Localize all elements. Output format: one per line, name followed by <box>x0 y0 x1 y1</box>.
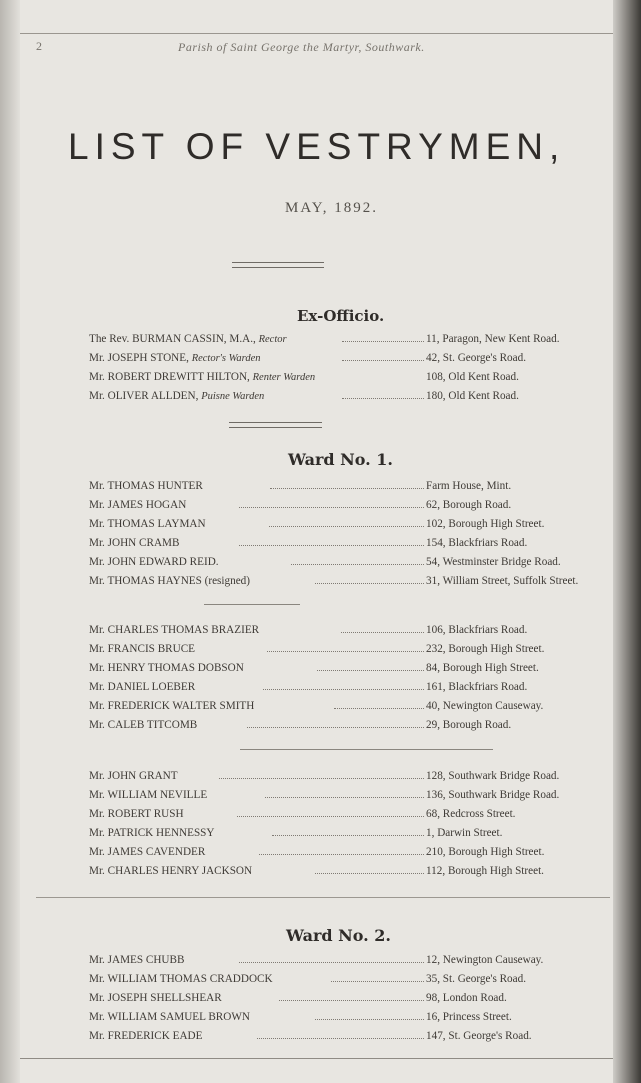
vestryman-name: Mr. JOSEPH SHELLSHEAR <box>89 992 222 1004</box>
list-item <box>89 719 601 735</box>
dot-leader <box>342 341 424 342</box>
running-head <box>28 39 608 59</box>
dot-leader <box>272 835 424 836</box>
dot-leader <box>334 708 424 709</box>
double-rule <box>232 262 324 268</box>
vestryman-address: 35, St. George's Road. <box>426 973 527 985</box>
dot-leader <box>331 981 424 982</box>
vestryman-address: 154, Blackfriars Road. <box>426 537 528 549</box>
vestryman-address: 136, Southwark Bridge Road. <box>426 789 560 801</box>
vestryman-address: 161, Blackfriars Road. <box>426 681 528 693</box>
list-item <box>89 865 601 881</box>
vestryman-address: 98, London Road. <box>426 992 507 1004</box>
vestryman-role: Puisne Warden <box>201 391 265 402</box>
list-item <box>89 789 601 805</box>
vestryman-name: Mr. CHARLES HENRY JACKSON <box>89 865 253 877</box>
parish-heading: Parish of Saint George the Martyr, Southwark. <box>178 40 425 54</box>
list-item <box>89 1011 601 1027</box>
vestryman-address: 128, Southwark Bridge Road. <box>426 770 560 782</box>
vestryman-name: Mr. CHARLES THOMAS BRAZIER <box>89 624 260 636</box>
vestryman-name: Mr. JAMES HOGAN <box>89 499 187 511</box>
footer-rule <box>20 1058 613 1059</box>
list-item <box>89 624 601 640</box>
list-item <box>89 537 601 553</box>
list-item <box>89 700 601 716</box>
vestryman-address: 54, Westminster Bridge Road. <box>426 556 561 568</box>
dot-leader <box>279 1000 424 1001</box>
dot-leader <box>315 583 424 584</box>
vestryman-name: Mr. WILLIAM SAMUEL BROWN <box>89 1011 250 1023</box>
dot-leader <box>247 727 424 728</box>
list-item <box>89 333 601 349</box>
vestryman-address: 16, Princess Street. <box>426 1011 512 1023</box>
list-item <box>89 827 601 843</box>
vestryman-name: Mr. THOMAS HAYNES (resigned) <box>89 575 250 587</box>
dot-leader <box>267 651 424 652</box>
divider-rule <box>240 749 493 750</box>
section-heading-ex-officio: Ex-Officio. <box>297 307 385 325</box>
dot-leader <box>237 816 424 817</box>
list-item <box>89 390 601 406</box>
dot-leader <box>291 564 424 565</box>
dot-leader <box>263 689 424 690</box>
vestryman-name: Mr. OLIVER ALLDEN, <box>89 390 199 402</box>
dot-leader <box>342 398 424 399</box>
list-item <box>89 575 601 591</box>
vestryman-name: Mr. DANIEL LOEBER <box>89 681 196 693</box>
vestryman-name: Mr. HENRY THOMAS DOBSON <box>89 662 244 674</box>
list-item <box>89 371 601 387</box>
vestryman-address: 11, Paragon, New Kent Road. <box>426 333 560 345</box>
list-item <box>89 643 601 659</box>
divider-rule <box>204 604 300 605</box>
list-item <box>89 499 601 515</box>
dot-leader <box>239 962 424 963</box>
vestryman-address: 84, Borough High Street. <box>426 662 539 674</box>
dot-leader <box>239 507 424 508</box>
dot-leader <box>265 797 424 798</box>
vestryman-address: 106, Blackfriars Road. <box>426 624 528 636</box>
vestryman-name: Mr. FREDERICK EADE <box>89 1030 203 1042</box>
adjacent-page-edge <box>613 0 641 1083</box>
vestryman-name: Mr. JOHN CRAMB <box>89 537 180 549</box>
double-rule <box>229 422 322 428</box>
vestryman-address: 180, Old Kent Road. <box>426 390 519 402</box>
vestryman-address: 29, Borough Road. <box>426 719 512 731</box>
vestryman-address: 112, Borough High Street. <box>426 865 544 877</box>
vestryman-address: 1, Darwin Street. <box>426 827 503 839</box>
vestryman-name: Mr. ROBERT DREWITT HILTON, <box>89 371 250 383</box>
vestryman-name: Mr. JOHN EDWARD REID. <box>89 556 219 568</box>
vestryman-name: Mr. CALEB TITCOMB <box>89 719 198 731</box>
vestryman-address: 62, Borough Road. <box>426 499 512 511</box>
list-item <box>89 973 601 989</box>
list-item <box>89 1030 601 1046</box>
dot-leader <box>239 545 424 546</box>
list-item <box>89 992 601 1008</box>
vestryman-name: Mr. JOSEPH STONE, <box>89 352 189 364</box>
vestryman-name: The Rev. BURMAN CASSIN, M.A., <box>89 333 256 345</box>
dot-leader <box>257 1038 424 1039</box>
section-heading-ward-1: Ward No. 1. <box>288 450 393 469</box>
vestryman-name: Mr. WILLIAM THOMAS CRADDOCK <box>89 973 273 985</box>
dot-leader <box>315 873 424 874</box>
list-item <box>89 662 601 678</box>
vestryman-role: Rector's Warden <box>191 353 261 364</box>
vestryman-name: Mr. PATRICK HENNESSY <box>89 827 215 839</box>
dot-leader <box>342 360 424 361</box>
vestryman-name: Mr. THOMAS LAYMAN <box>89 518 206 530</box>
dot-leader <box>219 778 424 779</box>
dot-leader <box>269 526 424 527</box>
list-item <box>89 480 601 496</box>
vestryman-name: Mr. FRANCIS BRUCE <box>89 643 195 655</box>
dot-leader <box>315 1019 424 1020</box>
list-item <box>89 518 601 534</box>
page-title: LIST OF VESTRYMEN, <box>68 126 566 167</box>
vestryman-name: Mr. FREDERICK WALTER SMITH <box>89 700 255 712</box>
list-item <box>89 352 601 368</box>
vestryman-address: 147, St. George's Road. <box>426 1030 532 1042</box>
vestryman-role: Rector <box>258 334 287 345</box>
vestryman-name: Mr. JOHN GRANT <box>89 770 178 782</box>
vestryman-name: Mr. ROBERT RUSH <box>89 808 184 820</box>
binding-shadow <box>0 0 20 1083</box>
vestryman-address: 108, Old Kent Road. <box>426 371 519 383</box>
vestryman-address: 232, Borough High Street. <box>426 643 545 655</box>
list-item <box>89 954 601 970</box>
vestryman-address: 68, Redcross Street. <box>426 808 516 820</box>
vestryman-address: 31, William Street, Suffolk Street. <box>426 575 579 587</box>
dot-leader <box>317 670 424 671</box>
vestryman-address: Farm House, Mint. <box>426 480 512 492</box>
header-rule <box>20 33 613 34</box>
dot-leader <box>341 632 424 633</box>
vestryman-name: Mr. JAMES CAVENDER <box>89 846 206 858</box>
list-date: MAY, 1892. <box>285 200 378 216</box>
vestryman-role: Renter Warden <box>252 372 316 383</box>
list-item <box>89 846 601 862</box>
vestryman-address: 102, Borough High Street. <box>426 518 545 530</box>
dot-leader <box>259 854 424 855</box>
vestryman-address: 210, Borough High Street. <box>426 846 545 858</box>
section-heading-ward-2: Ward No. 2. <box>286 926 391 945</box>
vestryman-address: 40, Newington Causeway. <box>426 700 544 712</box>
list-item <box>89 808 601 824</box>
page-number: 2 <box>36 39 43 53</box>
list-item <box>89 681 601 697</box>
list-item <box>89 770 601 786</box>
dot-leader <box>270 488 424 489</box>
vestryman-name: Mr. WILLIAM NEVILLE <box>89 789 208 801</box>
vestryman-address: 12, Newington Causeway. <box>426 954 544 966</box>
vestryman-address: 42, St. George's Road. <box>426 352 527 364</box>
vestryman-name: Mr. THOMAS HUNTER <box>89 480 203 492</box>
list-item <box>89 556 601 572</box>
full-width-rule <box>36 897 610 898</box>
vestryman-name: Mr. JAMES CHUBB <box>89 954 185 966</box>
